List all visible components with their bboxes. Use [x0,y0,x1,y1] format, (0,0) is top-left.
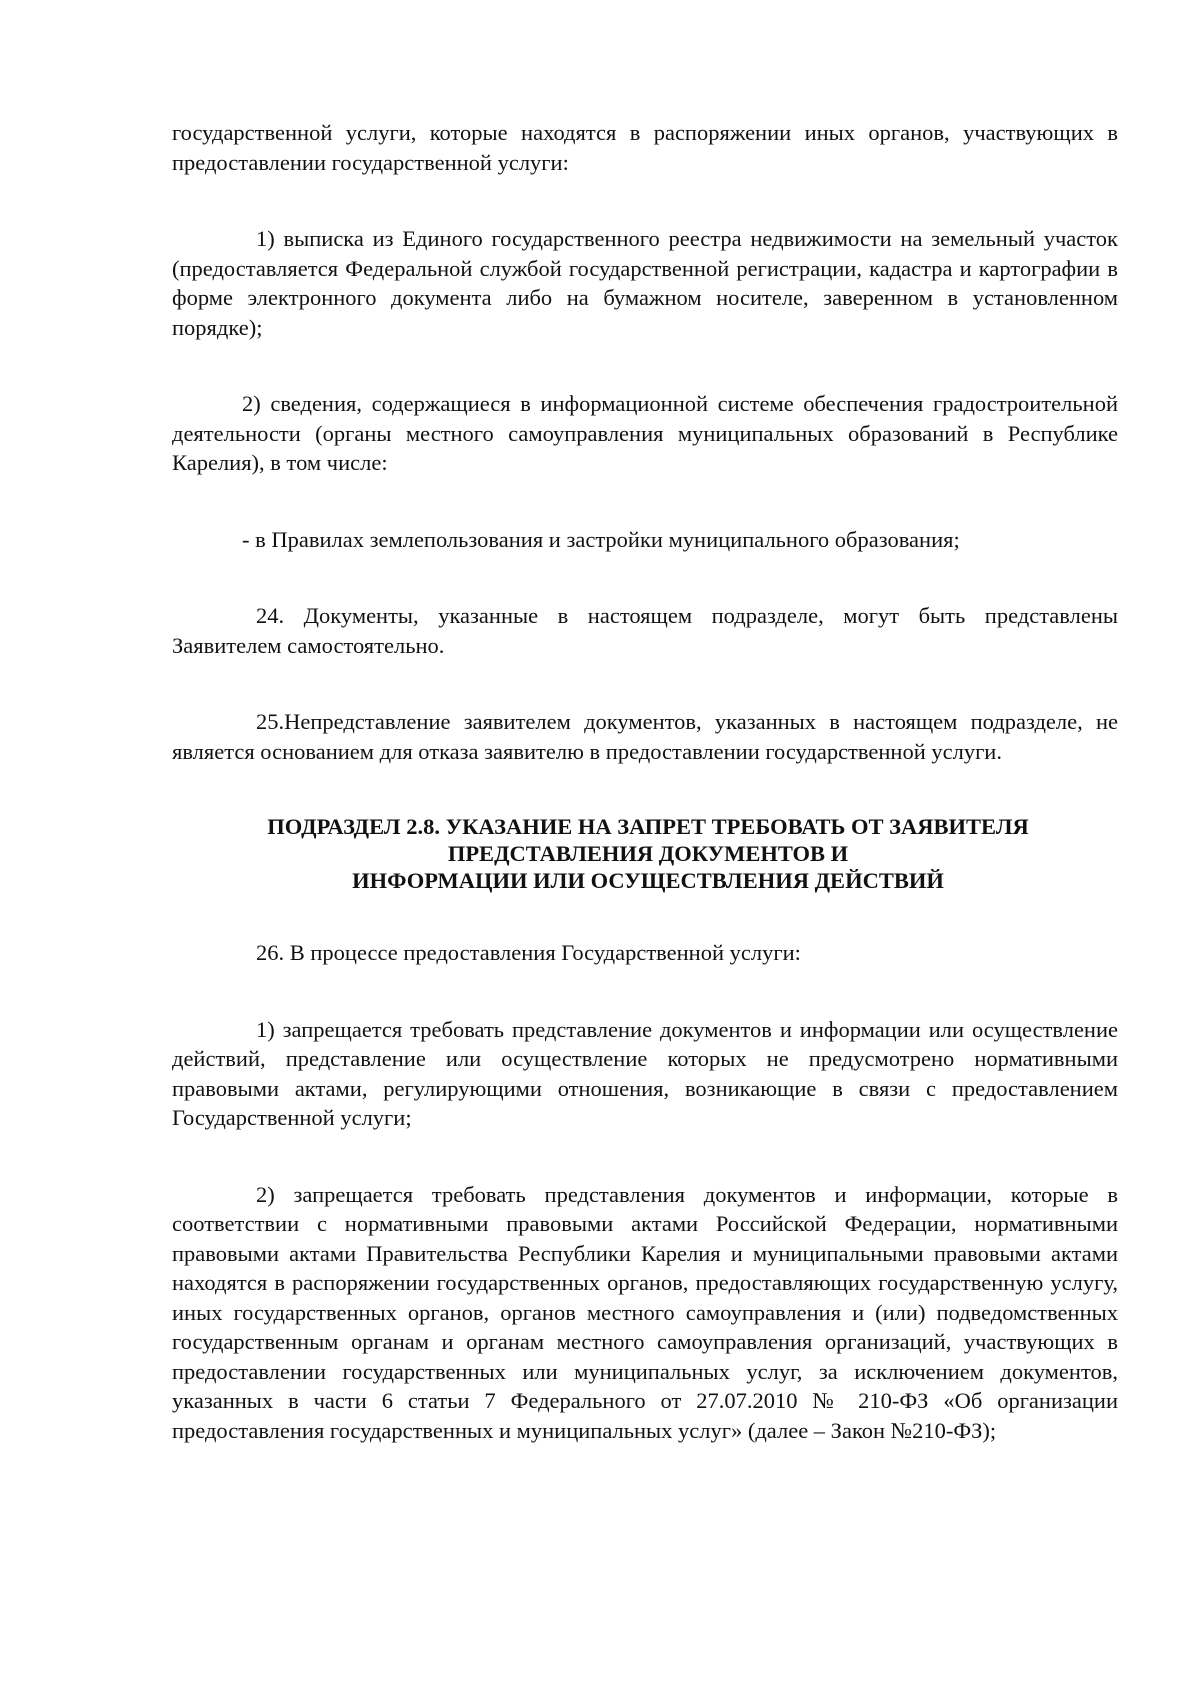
paragraph-item-1: 1) выписка из Единого государственного реестра недвижимости на земельный участок (предоставляется Федеральной службой государственной регистрации, кадастра и картографии в форме электронного документа либо на бумажном носителе, заверенном в установленном порядке); [172,226,1118,340]
document-page [172,118,1118,1445]
paragraph-26-1: 1) запрещается требовать представление документов и информации или осуществление действий, представление или осуществление которых не предусмотрено нормативными правовыми актами, регулирующими отношения, возникающие в связи с предоставлением Государственной услуги; [172,1016,1118,1130]
paragraph-26-2: 2) запрещается требовать представления документов и информации, которые в соответствии с нормативными правовыми актами Российской Федерации, нормативными правовыми актами Правительства Республики Карелия и муниципальными правовыми актами находятся в распоряжении государственных органов, предоставляющих государственную услугу, иных государственных органов, органов местного самоуправления и (или) подведомственных государственным органам и органам местного самоуправления организаций, участвующих в предоставлении государственных или муниципальных услуг, за исключением документов, указанных в части 6 статьи 7 Федерального от 27.07.2010 № 210-ФЗ «Об организации предоставления государственных и муниципальных услуг» (далее – Закон №210-ФЗ); [172,1181,1118,1443]
paragraph-26: 26. В процессе предоставления Государственной услуги: [256,940,801,965]
paragraph-intro: государственной услуги, которые находятся в распоряжении иных органов, участвующих в предоставлении государственной услуги: [172,120,1118,175]
heading-line-3: ИНФОРМАЦИИ ИЛИ ОСУЩЕСТВЛЕНИЯ ДЕЙСТВИЙ [352,868,944,893]
paragraph-25: 25.Непредставление заявителем документов, указанных в настоящем подразделе, не является основанием для отказа заявителю в предоставлении государственной услуги. [172,709,1118,764]
heading-line-2: ПРЕДСТАВЛЕНИЯ ДОКУМЕНТОВ И [447,841,849,866]
section-heading [172,813,1118,894]
heading-line-1: ПОДРАЗДЕЛ 2.8. УКАЗАНИЕ НА ЗАПРЕТ ТРЕБОВАТЬ ОТ ЗАЯВИТЕЛЯ [267,814,1029,839]
paragraph-item-2-sub: - в Правилах землепользования и застройки муниципального образования; [242,526,960,552]
paragraph-24: 24. Документы, указанные в настоящем подразделе, могут быть представлены Заявителем самостоятельно. [172,603,1118,658]
paragraph-item-2: 2) сведения, содержащиеся в информационной системе обеспечения градостроительной деятельности (органы местного самоуправления муниципальных образований в Республике Карелия), в том числе: [172,391,1118,475]
